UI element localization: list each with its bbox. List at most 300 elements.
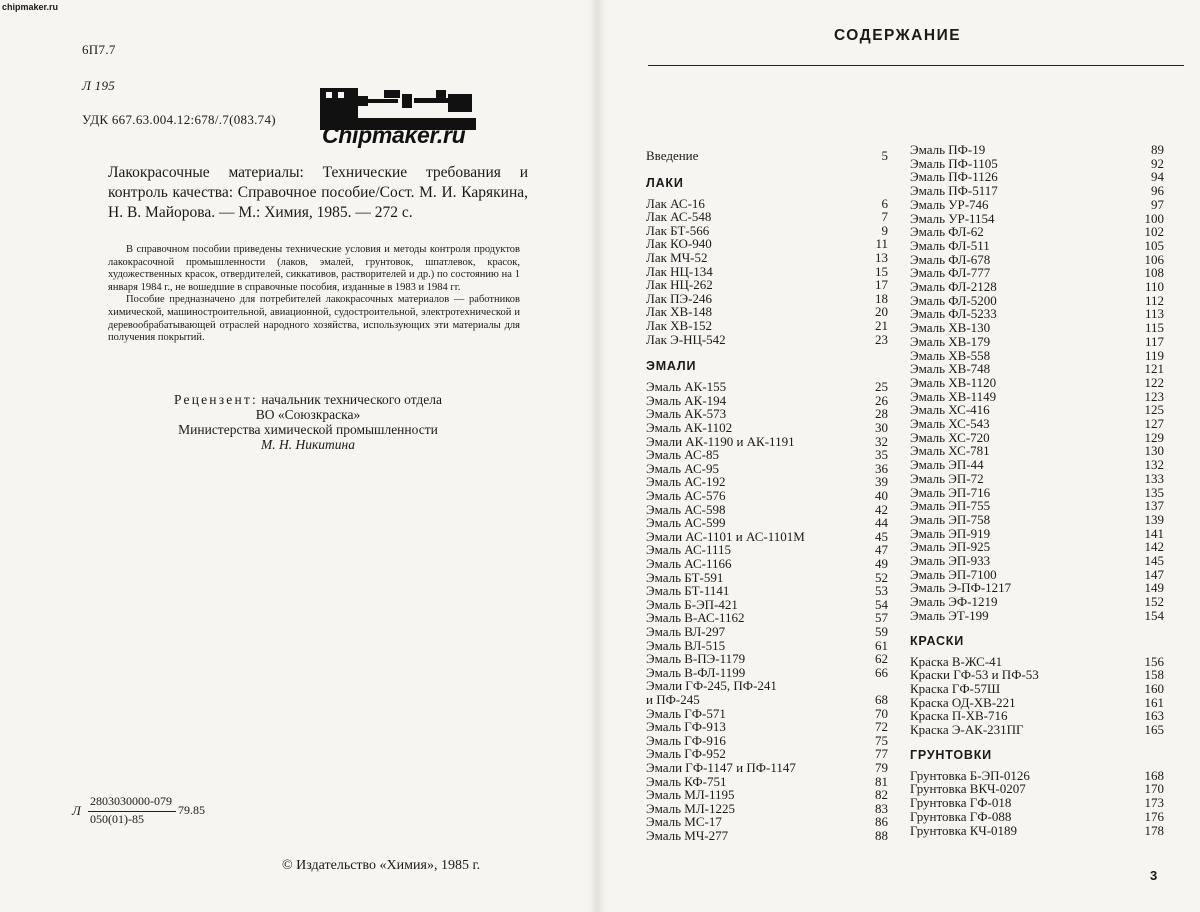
toc-entry-page: 92	[1151, 155, 1164, 171]
toc-entry	[910, 722, 1164, 736]
toc-entry-page: 170	[1144, 781, 1164, 797]
toc-entry-title: Лак АС-16	[646, 195, 705, 211]
toc-entry	[646, 461, 888, 475]
toc-entry	[646, 148, 888, 162]
letter-code: Л 195	[82, 78, 116, 93]
toc-entry-page: 32	[875, 433, 888, 449]
toc-entry-page: 39	[875, 474, 888, 490]
toc-entry	[910, 169, 1164, 183]
toc-entry	[910, 224, 1164, 238]
toc-entry	[910, 320, 1164, 334]
code-letter: Л	[72, 803, 81, 818]
toc-entry-title: Эмаль ЭП-72	[910, 470, 984, 486]
toc-entry-title: Эмаль ФЛ-678	[910, 251, 991, 267]
toc-entry-title: Грунтовка КЧ-0189	[910, 822, 1018, 838]
toc-entry-title: Эмаль МЛ-1225	[646, 800, 735, 816]
udk-code: УДК 667.63.004.12:678/.7(083.74)	[82, 112, 276, 127]
toc-entry-title: Эмаль УР-1154	[910, 210, 995, 226]
toc-entry-title: Эмаль МЛ-1195	[646, 787, 735, 803]
toc-entry	[910, 375, 1164, 389]
toc-entry-page: 152	[1144, 594, 1164, 610]
toc-entry-page: 20	[875, 304, 888, 320]
toc-entry-page: 53	[875, 583, 888, 599]
toc-entry-title: Эмали ГФ-245, ПФ-241	[646, 678, 777, 694]
toc-entry-page: 163	[1144, 708, 1164, 724]
toc-entry-page: 25	[875, 379, 888, 395]
code-price: 79.85	[178, 803, 205, 817]
toc-entry-title: Эмаль АС-95	[646, 460, 720, 476]
toc-entry	[646, 434, 888, 448]
toc-section-header: ГРУНТОВКИ	[910, 747, 992, 762]
toc-entry	[646, 801, 888, 815]
toc-entry	[646, 318, 888, 332]
toc-entry	[910, 334, 1164, 348]
toc-entry-title: Грунтовка ВКЧ-0207	[910, 781, 1026, 797]
toc-entry-page: 45	[875, 528, 888, 544]
toc-entry-page: 106	[1144, 251, 1164, 267]
toc-entry-title: Краска ГФ-57Ш	[910, 680, 1001, 696]
toc-entry	[910, 539, 1164, 553]
toc-entry-page: 129	[1144, 429, 1164, 445]
toc-entry	[646, 515, 888, 529]
toc-entry-title: Эмаль КФ-751	[646, 773, 727, 789]
toc-entry	[646, 719, 888, 733]
toc-entry-title: Эмаль ЭП-716	[910, 484, 991, 500]
toc-entry-title: Эмали АК-1190 и АК-1191	[646, 433, 795, 449]
toc-entry-page: 117	[1144, 333, 1164, 349]
toc-entry	[646, 488, 888, 502]
toc-entry-title: Эмаль ПФ-5117	[910, 183, 998, 199]
toc-entry-page: 145	[1144, 553, 1164, 568]
toc-entry	[910, 211, 1164, 225]
toc-entry	[910, 293, 1164, 307]
toc-entry-page: 36	[875, 460, 888, 476]
toc-entry-title: Эмаль ПФ-1105	[910, 155, 998, 171]
toc-entry-page: 40	[875, 488, 888, 503]
toc-entry	[910, 306, 1164, 320]
toc-entry-title: Эмаль ХВ-1120	[910, 374, 997, 390]
toc-section-header: ЛАКИ	[646, 175, 684, 190]
toc-entry	[910, 443, 1164, 457]
toc-entry-title: Эмаль ХВ-558	[910, 347, 991, 363]
toc-entry-title: Эмаль ЭП-755	[910, 498, 991, 514]
toc-entry-title: Эмаль ФЛ-5233	[910, 306, 997, 322]
toc-entry-page: 26	[875, 392, 888, 408]
toc-entry-title: Эмаль ГФ-916	[646, 732, 726, 748]
toc-entry-title: Эмаль ХВ-130	[910, 320, 991, 336]
toc-entry-title: Эмаль В-АС-1162	[646, 610, 745, 626]
toc-entry	[646, 379, 888, 393]
toc-entry-page: 66	[875, 664, 888, 680]
toc-entry	[910, 608, 1164, 622]
toc-entry-title: Эмаль ХВ-1149	[910, 388, 997, 404]
toc-entry-page: 133	[1144, 470, 1164, 486]
site-label: chipmaker.ru	[2, 2, 59, 12]
toc-entry-page: 135	[1144, 484, 1164, 500]
toc-entry-page: 62	[875, 651, 888, 667]
toc-entry-title: Эмаль БТ-591	[646, 569, 724, 585]
toc-entry-page: 35	[875, 447, 888, 463]
toc-entry-page: 81	[875, 773, 888, 789]
toc-entry	[910, 252, 1164, 266]
toc-entry	[646, 746, 888, 760]
toc-entry	[646, 502, 888, 516]
toc-entry	[910, 457, 1164, 471]
toc-entry-page: 113	[1144, 306, 1164, 322]
toc-entry	[910, 238, 1164, 252]
reviewer-line-2: ВО «Союзкраска»	[255, 407, 361, 422]
toc-entry-page: 161	[1144, 694, 1164, 710]
toc-entry-page: 70	[875, 705, 888, 721]
toc-entry	[646, 393, 888, 407]
toc-entry-title: Эмаль Э-ПФ-1217	[910, 580, 1012, 596]
toc-entry-title: Лак ХВ-148	[646, 304, 713, 320]
toc-entry-title: Лак АС-548	[646, 209, 712, 225]
toc-entry	[910, 781, 1164, 795]
toc-entry-title: Введение	[646, 148, 699, 163]
toc-entry-title: Эмаль ХС-543	[910, 416, 990, 431]
toc-entry-page: 83	[875, 800, 888, 816]
toc-entry-page: 15	[875, 263, 888, 279]
toc-entry	[910, 567, 1164, 581]
toc-entry-title: Грунтовка ГФ-018	[910, 795, 1012, 811]
toc-entry-title: Эмаль АС-576	[646, 488, 726, 503]
toc-entry-page: 77	[875, 746, 888, 762]
toc-entry-page: 30	[875, 420, 888, 435]
toc-entry-title: Краска П-ХВ-716	[910, 708, 1008, 724]
toc-entry-page: 6	[881, 195, 888, 211]
toc-entry-title: Эмаль БТ-1141	[646, 583, 730, 599]
toc-entry-title: Эмаль УР-746	[910, 196, 989, 212]
toc-section-header: ЭМАЛИ	[646, 359, 697, 374]
toc-entry-page: 5	[881, 148, 888, 163]
toc-entry	[646, 196, 888, 210]
toc-entry-page: 147	[1144, 566, 1164, 582]
toc-entry-page: 75	[875, 732, 888, 748]
toc-entry	[910, 142, 1164, 156]
toc-entry-title: Эмаль ФЛ-62	[910, 224, 984, 240]
toc-entry-page: 119	[1144, 347, 1164, 363]
code-denominator: 050(01)-85	[90, 812, 144, 826]
toc-entry-page: 57	[875, 610, 888, 626]
toc-entry-page: 11	[875, 236, 888, 252]
toc-entry-page: 49	[875, 556, 888, 571]
toc-entry-page: 137	[1144, 498, 1164, 514]
toc-entry	[646, 597, 888, 611]
toc-entry	[910, 580, 1164, 594]
toc-entry	[910, 389, 1164, 403]
toc-entry	[646, 787, 888, 801]
toc-entry-title: Эмаль АС-1115	[646, 542, 732, 558]
toc-entry	[910, 526, 1164, 540]
toc-entry-page: 9	[881, 222, 888, 238]
toc-entry-title: Эмаль ХС-416	[910, 402, 990, 418]
toc-entry-page: 23	[875, 331, 888, 347]
toc-entry-page: 115	[1144, 320, 1164, 336]
toc-entry-page: 72	[875, 719, 888, 735]
toc-entry-title: Эмаль В-ФЛ-1199	[646, 664, 746, 680]
toc-entry-page: 61	[875, 637, 888, 653]
toc-entry-page: 122	[1144, 374, 1164, 390]
toc-title: СОДЕРЖАНИЕ	[834, 27, 962, 44]
toc-entry	[910, 348, 1164, 362]
reviewer-name: М. Н. Никитина	[260, 437, 355, 452]
toc-entry-title: Краска В-ЖС-41	[910, 653, 1003, 669]
toc-entry	[646, 406, 888, 420]
toc-entry-page: 86	[875, 814, 888, 830]
toc-entry-title: Лак КО-940	[646, 236, 712, 252]
annotation-paragraph-2: Пособие предназначено для потребителей лакокрасочных материалов — работников химической, машиностроительной, авиационной, судостроительной, электротехнической и деревообрабатывающей отраслей народного хозяйства, использующих эти материалы для получения покрытий.	[108, 294, 520, 344]
toc-entry	[646, 678, 888, 692]
toc-entry	[646, 236, 888, 250]
bbk-code: 6П7.7	[82, 42, 116, 57]
toc-entry	[646, 651, 888, 665]
toc-entry-page: 42	[875, 501, 888, 517]
toc-entry-title: Лак НЦ-262	[646, 277, 713, 293]
toc-entry	[910, 430, 1164, 444]
toc-entry	[646, 692, 888, 706]
toc-entry-page: 110	[1144, 279, 1164, 294]
toc-entry	[646, 264, 888, 278]
toc-entry-title: Эмаль АС-1166	[646, 556, 732, 571]
toc-entry-page: 59	[875, 624, 888, 639]
toc-entry-title: Эмаль АС-192	[646, 474, 726, 490]
toc-entry-title: Эмаль ХС-781	[910, 443, 990, 459]
toc-entry	[910, 402, 1164, 416]
toc-entry-title: и ПФ-245	[646, 692, 700, 707]
toc-entry-title: Эмаль ХВ-748	[910, 361, 991, 377]
page-number: 3	[1150, 868, 1158, 883]
toc-entry-page: 165	[1144, 722, 1164, 737]
toc-entry-title: Эмаль ЭП-933	[910, 553, 991, 568]
toc-entry-page: 89	[1151, 142, 1164, 157]
toc-entry-page: 52	[875, 569, 888, 585]
reviewer-line-1	[118, 392, 498, 407]
toc-entry	[646, 304, 888, 318]
toc-entry-title: Эмаль ВЛ-297	[646, 624, 726, 639]
toc-entry-page: 149	[1144, 580, 1164, 596]
toc-entry	[646, 529, 888, 543]
toc-entry-page: 28	[875, 406, 888, 422]
toc-entry-page: 125	[1144, 402, 1164, 418]
toc-entry	[646, 638, 888, 652]
toc-entry-title: Эмаль ЭФ-1219	[910, 594, 998, 610]
toc-entry-title: Эмаль ЭП-758	[910, 511, 991, 527]
toc-entry-page: 123	[1144, 388, 1164, 404]
reviewer-block	[118, 392, 498, 452]
toc-entry-page: 102	[1144, 224, 1164, 240]
toc-entry-title: Эмаль АК-155	[646, 379, 727, 395]
toc-entry-page: 139	[1144, 511, 1164, 527]
reviewer-line-3: Министерства химической промышленности	[178, 422, 438, 437]
toc-entry	[646, 542, 888, 556]
toc-entry-title: Эмаль МС-17	[646, 814, 722, 830]
toc-entry-page: 176	[1144, 808, 1164, 824]
toc-entry-title: Эмаль ФЛ-777	[910, 265, 991, 281]
toc-entry-page: 156	[1144, 653, 1164, 669]
toc-entry	[646, 250, 888, 264]
toc-entry	[646, 420, 888, 434]
toc-entry-page: 178	[1144, 822, 1164, 838]
toc-entry-page: 94	[1151, 169, 1164, 185]
toc-entry-title: Эмаль ГФ-571	[646, 705, 726, 721]
toc-entry	[646, 610, 888, 624]
toc-entry	[646, 291, 888, 305]
toc-entry-page: 96	[1151, 183, 1164, 199]
toc-entry	[910, 594, 1164, 608]
toc-entry-title: Эмаль ГФ-952	[646, 746, 726, 762]
toc-entry	[646, 733, 888, 747]
toc-entry-title: Краска ОД-ХВ-221	[910, 694, 1016, 710]
toc-entry	[910, 498, 1164, 512]
toc-entry	[646, 828, 888, 842]
toc-entry-page: 127	[1144, 416, 1164, 431]
toc-entry-page: 160	[1144, 680, 1164, 696]
toc-entry	[910, 667, 1164, 681]
toc-entry-page: 79	[875, 760, 888, 775]
toc-entry-title: Эмаль МЧ-277	[646, 828, 729, 843]
toc-entry	[646, 223, 888, 237]
toc-entry	[910, 183, 1164, 197]
toc-entry-title: Краски ГФ-53 и ПФ-53	[910, 667, 1039, 683]
toc-entry-page: 141	[1144, 525, 1164, 541]
toc-section-header: КРАСКИ	[910, 633, 965, 648]
toc-entry-title: Эмаль АС-85	[646, 447, 720, 463]
toc-entry-title: Эмаль ХС-720	[910, 429, 990, 445]
toc-entry-page: 132	[1144, 457, 1164, 473]
toc-entry	[910, 681, 1164, 695]
toc-entry-title: Лак Э-НЦ-542	[646, 331, 726, 347]
toc-entry-title: Краска Э-АК-231ПГ	[910, 722, 1024, 737]
toc-entry	[646, 209, 888, 223]
toc-entry-title: Эмаль ГФ-913	[646, 719, 726, 735]
toc-entry	[910, 416, 1164, 430]
toc-entry	[910, 823, 1164, 837]
toc-entry-title: Эмаль АС-599	[646, 515, 726, 531]
toc-entry	[910, 695, 1164, 709]
toc-entry	[910, 795, 1164, 809]
toc-entry-page: 154	[1144, 607, 1164, 623]
toc-entry	[910, 361, 1164, 375]
toc-entry-page: 7	[881, 209, 888, 225]
toc-entry-page: 112	[1144, 292, 1164, 308]
chipmaker-logo	[318, 82, 480, 160]
toc-entry-title: Эмаль АС-598	[646, 501, 726, 517]
toc-entry-title: Эмаль ЭТ-199	[910, 607, 989, 623]
copyright: © Издательство «Химия», 1985 г.	[282, 858, 481, 873]
toc-entry-title: Эмаль ПФ-1126	[910, 169, 998, 185]
toc-entry	[910, 156, 1164, 170]
toc-entry-title: Лак ПЭ-246	[646, 290, 712, 306]
toc-entry	[646, 570, 888, 584]
toc-entry	[910, 654, 1164, 668]
toc-entry	[646, 277, 888, 291]
toc-entry-title: Эмаль АК-1102	[646, 420, 733, 435]
toc-entry-title: Эмали АС-1101 и АС-1101М	[646, 528, 805, 544]
toc-entry	[910, 553, 1164, 567]
toc-entry-page: 18	[875, 290, 888, 306]
toc-entry-title: Лак МЧ-52	[646, 250, 708, 265]
toc-entry-title: Эмаль ПФ-19	[910, 142, 986, 157]
toc-entry-title: Грунтовка Б-ЭП-0126	[910, 767, 1030, 783]
toc-entry	[646, 814, 888, 828]
toc-entry-title: Эмаль АК-194	[646, 392, 727, 408]
toc-entry	[910, 708, 1164, 722]
annotation	[108, 244, 520, 345]
toc-entry	[646, 760, 888, 774]
code-numerator: 2803030000-079	[90, 794, 172, 808]
toc-entry	[910, 265, 1164, 279]
toc-entry-title: Эмаль ФЛ-2128	[910, 279, 997, 294]
bibliographic-description: Лакокрасочные материалы: Технические требования и контроль качества: Справочное пособие/Сост. М. И. Карякина, Н. В. Майорова. — М.: Химия, 1985. — 272 с.	[108, 164, 528, 221]
toc-entry-page: 44	[875, 515, 888, 531]
toc-entry-page: 142	[1144, 539, 1164, 555]
toc-entry-page: 108	[1144, 265, 1164, 281]
toc-entry-title: Эмаль ЭП-925	[910, 539, 991, 555]
toc-entry-title: Эмаль ФЛ-511	[910, 237, 990, 253]
toc-entry-page: 121	[1144, 361, 1164, 377]
toc-entry	[646, 624, 888, 638]
toc-entry-page: 82	[875, 787, 888, 803]
toc-entry	[646, 774, 888, 788]
toc-entry	[910, 197, 1164, 211]
toc-entry	[910, 485, 1164, 499]
toc-entry-title: Эмаль ЭП-919	[910, 525, 991, 541]
toc-entry-title: Эмаль ЭП-44	[910, 457, 984, 473]
toc-entry-page: 158	[1144, 667, 1164, 683]
toc-entry-title: Лак НЦ-134	[646, 263, 713, 279]
toc-entry-page: 13	[875, 250, 888, 265]
toc-entry-page: 130	[1144, 443, 1164, 459]
toc-entry	[910, 768, 1164, 782]
toc-entry-title: Эмаль В-ПЭ-1179	[646, 651, 746, 667]
book-gutter	[588, 0, 606, 912]
toc-entry-title: Эмаль ХВ-179	[910, 333, 991, 349]
toc-entry	[910, 279, 1164, 293]
toc-entry-page: 168	[1144, 767, 1164, 783]
toc-entry-page: 68	[875, 692, 888, 707]
toc-entry	[910, 809, 1164, 823]
toc-entry-title: Эмали ГФ-1147 и ПФ-1147	[646, 760, 796, 775]
logo-text: Chipmaker.ru	[322, 122, 466, 148]
toc-entry-page: 17	[875, 277, 888, 293]
toc-entry	[646, 556, 888, 570]
toc-entry	[646, 706, 888, 720]
title-rule	[648, 65, 1184, 66]
toc-entry-title: Грунтовка ГФ-088	[910, 808, 1012, 824]
toc-entry-page: 88	[875, 828, 888, 843]
toc-entry-title: Эмаль АК-573	[646, 406, 727, 422]
toc-entry-title: Эмаль ФЛ-5200	[910, 292, 997, 308]
toc-entry	[646, 665, 888, 679]
reviewer-position: начальник технического отдела	[261, 392, 443, 407]
toc-entry-page: 97	[1151, 196, 1164, 212]
toc-entry-title: Лак ХВ-152	[646, 318, 713, 333]
toc-entry-page: 54	[875, 596, 888, 612]
toc-entry	[646, 332, 888, 346]
toc-entry	[910, 512, 1164, 526]
annotation-paragraph-1: В справочном пособии приведены технические условия и методы контроля продуктов лакокрасочной промышленности (лаков, эмалей, грунтовок, шпатлевок, красок, художественных красок, отвердителей, сиккативов, растворителей и др.) по состоянию на 1 января 1984 г., не вошедшие в справочные пособия, изданные в 1983 и 1984 гг.	[108, 244, 520, 293]
toc-entry-page: 105	[1144, 237, 1164, 253]
toc-entry-title: Эмаль ВЛ-515	[646, 637, 726, 653]
toc-entry	[646, 447, 888, 461]
toc-entry-title: Лак БТ-566	[646, 222, 710, 238]
toc-entry-page: 173	[1144, 795, 1164, 811]
toc-entry	[646, 474, 888, 488]
toc-entry	[910, 471, 1164, 485]
toc-entry-page: 21	[875, 318, 888, 333]
toc-entry-title: Эмаль ЭП-7100	[910, 566, 997, 582]
